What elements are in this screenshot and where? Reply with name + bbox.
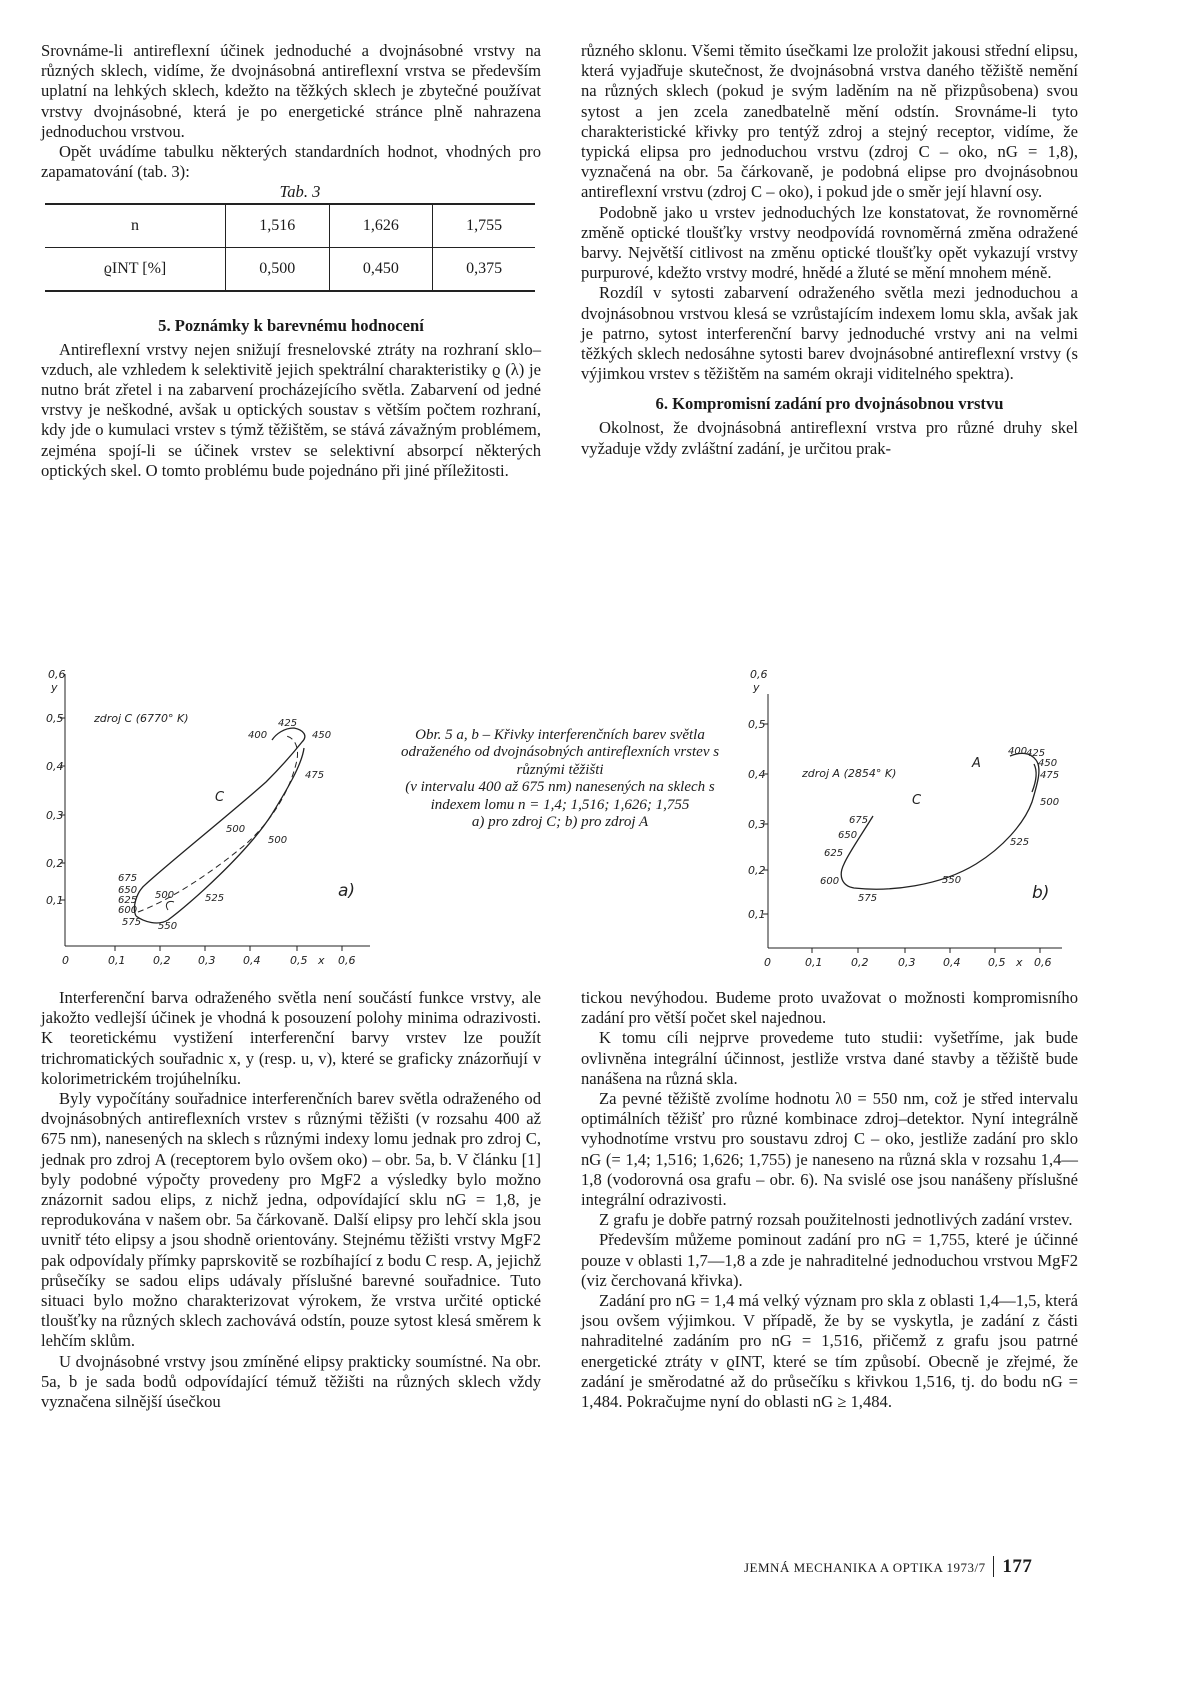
table-cell: 0,375 <box>433 247 535 291</box>
table-cell: 0,500 <box>226 247 330 291</box>
table-3 <box>45 203 535 292</box>
x-axis-label: x <box>318 954 325 967</box>
x-tick: 0,1 <box>108 954 126 967</box>
x-tick: 0,4 <box>943 956 961 968</box>
source-label: zdroj C (6770° K) <box>94 712 189 725</box>
point-label: 575 <box>122 917 142 928</box>
y-tick: 0,3 <box>46 809 64 822</box>
x-tick: 0,2 <box>153 954 171 967</box>
y-tick: 0,6 <box>48 668 66 681</box>
x-tick: 0,3 <box>898 956 916 968</box>
paragraph: Opět uvádíme tabulku některých standardních hodnot, vhodných pro zapamatování (tab. 3): <box>41 142 541 182</box>
y-tick: 0,3 <box>748 818 766 831</box>
right-column-bottom <box>581 988 1078 1412</box>
table-cell: 0,450 <box>329 247 433 291</box>
point-c-label: C <box>215 790 225 805</box>
y-tick: 0,5 <box>46 712 64 725</box>
right-column-top <box>581 41 1078 459</box>
figure-5b <box>740 664 1070 968</box>
point-label: 500 <box>268 835 288 846</box>
x-tick: 0,2 <box>851 956 869 968</box>
paragraph: Interferenční barva odraženého světla není součástí funkce vrstvy, ale jakožto vedlejší účinek je vhodná k posouzení polohy minima odrazivosti. K teoretickému vystižení interferenční barvy vrstev lze použít trichromatických souřadnic x, y (resp. u, v), které se graficky znázorňují v kolorimetrickém trojúhelníku. <box>41 988 541 1088</box>
journal-name: JEMNÁ MECHANIKA A OPTIKA 1973/7 <box>744 1560 986 1575</box>
paragraph: Srovnáme-li antireflexní účinek jednoduché a dvojnásobné vrstvy na různých sklech, vidíme, že dvojnásobná antireflexní vrstva se především uplatní na lehkých sklech, kdežto na těžkých sklech je zbytečné používat vrstvy dvojnásobné, která je po energetické stránce plně nahrazena jednoduchou vrstvou. <box>41 41 541 141</box>
caption-line: a) pro zdroj C; b) pro zdroj A <box>471 814 649 831</box>
paragraph: různého sklonu. Všemi těmito úsečkami lze proložit jakousi střední elipsu, která vyjadřuje skutečnost, že dvojnásobná vrstva daného těžiště nemění na různých sklech (pokud je svým laděním na ně přizpůsobena) svou sytost a jen zcela zanedbatelně mění odstín. Srovnáme-li tyto charakteristické křivky pro tentýž zdroj a stejný receptor, vidíme, že typická elipsa pro jednoduchou vrstvu (zdroj C – oko, nG = 1,8), vyznačená na obr. 5a čárkovaně, je podobná elipse pro dvojnásobnou antireflexní vrstvu (zdroj C – oko), i pokud jde o směr její hlavní osy. <box>581 41 1078 202</box>
x-axis-label: x <box>1016 956 1023 968</box>
table-cell: 1,626 <box>329 204 433 248</box>
x-tick: 0,5 <box>988 956 1006 968</box>
point-label: 475 <box>1040 770 1060 781</box>
point-label: 575 <box>858 893 878 904</box>
y-tick: 0,5 <box>748 718 766 731</box>
paragraph: tickou nevýhodou. Budeme proto uvažovat o možnosti kompromisního zadání pro větší počet skel najednou. <box>581 988 1078 1028</box>
x-tick: 0,6 <box>338 954 356 967</box>
point-label: 500 <box>226 824 246 835</box>
paragraph: K tomu cíli nejprve provedeme tuto studii: vyšetříme, jak bude ovlivněna integrální účinnost, jestliže vrstva dané stavby a těžiště bude nanášena na různá skla. <box>581 1028 1078 1088</box>
y-tick: 0,1 <box>46 894 64 907</box>
y-tick: 0,2 <box>46 857 64 870</box>
panel-label: a) <box>338 881 356 901</box>
y-axis-label: y <box>51 681 58 694</box>
point-a-label: A <box>972 756 981 771</box>
x-tick: 0 <box>764 956 771 968</box>
point-label: 550 <box>158 921 178 932</box>
x-tick: 0 <box>62 954 69 967</box>
point-label: 650 <box>838 830 858 841</box>
point-label: 525 <box>1010 837 1030 848</box>
paragraph: Podobně jako u vrstev jednoduchých lze konstatovat, že rovnoměrné změně optické tloušťky vrstvy neodpovídá rovnoměrná změna odražené barvy. Největší citlivost na změnu optické tloušťky opět vykazují vrstvy purpurové, kdežto vrstvy modré, hnědé a žluté se mění mnohem méně. <box>581 202 1078 283</box>
caption-line: Obr. 5 a, b – Křivky interferenčních barev světla odraženého od dvojnásobných antireflexních vrstev s různými těžišti <box>400 727 720 778</box>
y-tick: 0,1 <box>748 908 766 921</box>
point-label: 425 <box>1026 748 1046 759</box>
point-label: 500 <box>1040 797 1060 808</box>
point-label: 475 <box>305 770 325 781</box>
x-tick: 0,4 <box>243 954 261 967</box>
point-c-label: C <box>912 793 922 808</box>
page-number: 177 <box>993 1556 1032 1577</box>
point-label: 500 <box>155 890 175 901</box>
point-label: 675 <box>849 815 869 826</box>
point-label: 450 <box>1038 758 1058 769</box>
point-label: 400 <box>248 730 268 741</box>
y-tick: 0,4 <box>46 760 64 773</box>
paragraph: Rozdíl v sytosti zabarvení odraženého světla mezi jednoduchou a dvojnásobnou vrstvou klesá se vzrůstajícím indexem lomu skla, avšak jak je patrno, sytost interferenční barvy jednoduché vrstvy ani na velmi těžkých sklech nedosáhne sytosti barev dvojnásobné antireflexní vrstvy (s výjimkou vrstev s těžištěm na samém okraji viditelného spektra). <box>581 283 1078 384</box>
point-label: 525 <box>205 893 225 904</box>
point-label: 450 <box>312 730 332 741</box>
paragraph: Antireflexní vrstvy nejen snižují fresnelovské ztráty na rozhraní sklo–vzduch, ale vzhledem k selektivitě jejich spektrální charakteristiky ϱ (λ) je nutno brát zřetel i na zabarvení procházejícího světla. Zabarvení od jedné vrstvy je neškodné, avšak u optických soustav s větším počtem rozhraní, kdy jde o kumulaci vrstev s týmž těžištěm, se stává závažným problémem, zejména spojí-li se účinek vrstev se selektivní absorpcí některých optických skel. O tomto problému bude pojednáno při jiné příležitosti. <box>41 339 541 480</box>
point-label: 425 <box>278 718 298 729</box>
point-label: 400 <box>1008 746 1028 757</box>
point-label: 600 <box>118 905 138 916</box>
table-row <box>45 247 535 291</box>
point-label: 625 <box>824 848 844 859</box>
figure-caption <box>392 727 728 831</box>
point-label: 625 <box>118 895 138 906</box>
y-tick: 0,4 <box>748 768 766 781</box>
table-row-label: ϱINT [%] <box>45 247 226 291</box>
left-column-top <box>41 41 541 481</box>
table-cell: 1,516 <box>226 204 330 248</box>
table-caption: Tab. 3 <box>279 182 321 202</box>
point-label: 600 <box>820 876 840 887</box>
table-row-label: n <box>131 216 139 234</box>
panel-label: b) <box>1032 883 1050 903</box>
paragraph: Za pevné těžiště zvolíme hodnotu λ0 = 550 nm, což je střed intervalu optimálních těžišť pro různé kombinace zdroj–detektor. Nyní integrálně vyhodnotíme vrstvu pro soustavu zdroj C – oko, jestliže zadání pro sklo nG (= 1,4; 1,516; 1,626; 1,755) je naneseno na různá skla v rozsahu 1,4—1,8 (vodorovná osa grafu – obr. 6). Na svislé ose jsou nanášeny příslušné integrální odrazivosti. <box>581 1089 1078 1210</box>
paragraph: U dvojnásobné vrstvy jsou zmíněné elipsy prakticky soumístné. Na obr. 5a, b je sada bodů odpovídající témuž těžišti na různých sklech vždy vyznačena silnější úsečkou <box>41 1351 541 1412</box>
paragraph: Zadání pro nG = 1,4 má velký význam pro skla z oblasti 1,4—1,5, která jsou ovšem výjimkou. V případě, že by se vyskytla, je zadání z části nahraditelné zadáním pro nG = 1,516, přičemž z grafu jsou patrné energetické ztráty v ϱINT, které se tím způsobí. Obecně je zřejmé, že zadání je směrodatné až do průsečíku s křivkou 1,516, tj. do bodu nG = 1,484. Pokračujme nyní do oblasti nG ≥ 1,484. <box>581 1291 1078 1412</box>
paragraph: Především můžeme pominout zadání pro nG = 1,755, které je účinné pouze v oblasti 1,7—1,8 a zde je nahraditelné jednoduchou vrstvou MgF2 (viz čerchovaná křivka). <box>581 1230 1078 1290</box>
caption-line: (v intervalu 400 až 675 nm) nanesených na sklech s indexem lomu n = 1,4; 1,516; 1,626; 1,755 <box>405 779 715 813</box>
section-heading: 6. Kompromisní zadání pro dvojnásobnou vrstvu <box>655 394 1004 414</box>
y-tick: 0,2 <box>748 864 766 877</box>
y-axis-label: y <box>753 681 760 694</box>
source-label: zdroj A (2854° K) <box>802 767 897 780</box>
paragraph: Z grafu je dobře patrný rozsah použitelnosti jednotlivých zadání vrstev. <box>599 1210 1073 1230</box>
paragraph: Okolnost, že dvojnásobná antireflexní vrstva pro různé druhy skel vyžaduje vždy zvláštní zadání, je určitou prak- <box>581 418 1078 458</box>
paragraph: Byly vypočítány souřadnice interferenčních barev světla odraženého od dvojnásobných antireflexních vrstev s různými těžišti (v rozsahu 400 až 675 nm), nanesených na sklech s různými indexy lomu jednak pro zdroj C, jednak pro zdroj A (receptorem bylo ovšem oko) – obr. 5a, b. V článku [1] byly podobné výpočty provedeny pro MgF2 a výsledky bylo možno znázornit sadou elips, z nichž jedna, odpovídající sklu nG = 1,8, je reprodukována v našem obr. 5a čárkovaně. Další elipsy pro lehčí skla jsou uvnitř této elipsy a jsou shodně orientovány. Stejnému těžišti vrstvy MgF2 pak odpovídaly přímky paprskovitě se rozbíhající z bodu C resp. A, jejichž průsečíky se sadou elips udávaly příslušné barevné souřadnice. Tuto situaci bylo možno charakterizovat výrokem, že vrstva určité optické tloušťky na různých sklech zachovává odstín, pouze sytost klesá směrem k lehčím sklům. <box>41 1089 541 1351</box>
point-label: 675 <box>118 873 138 884</box>
left-column-bottom <box>41 988 541 1412</box>
page-footer <box>744 1556 1032 1578</box>
point-label: 650 <box>118 885 138 896</box>
x-tick: 0,3 <box>198 954 216 967</box>
point-label: 550 <box>942 875 962 886</box>
x-tick: 0,6 <box>1034 956 1052 968</box>
section-heading: 5. Poznámky k barevnému hodnocení <box>158 315 424 335</box>
figure-5a <box>40 664 380 968</box>
table-row <box>45 204 535 248</box>
x-tick: 0,1 <box>805 956 823 968</box>
x-tick: 0,5 <box>290 954 308 967</box>
y-tick: 0,6 <box>750 668 768 681</box>
table-cell: 1,755 <box>433 204 535 248</box>
